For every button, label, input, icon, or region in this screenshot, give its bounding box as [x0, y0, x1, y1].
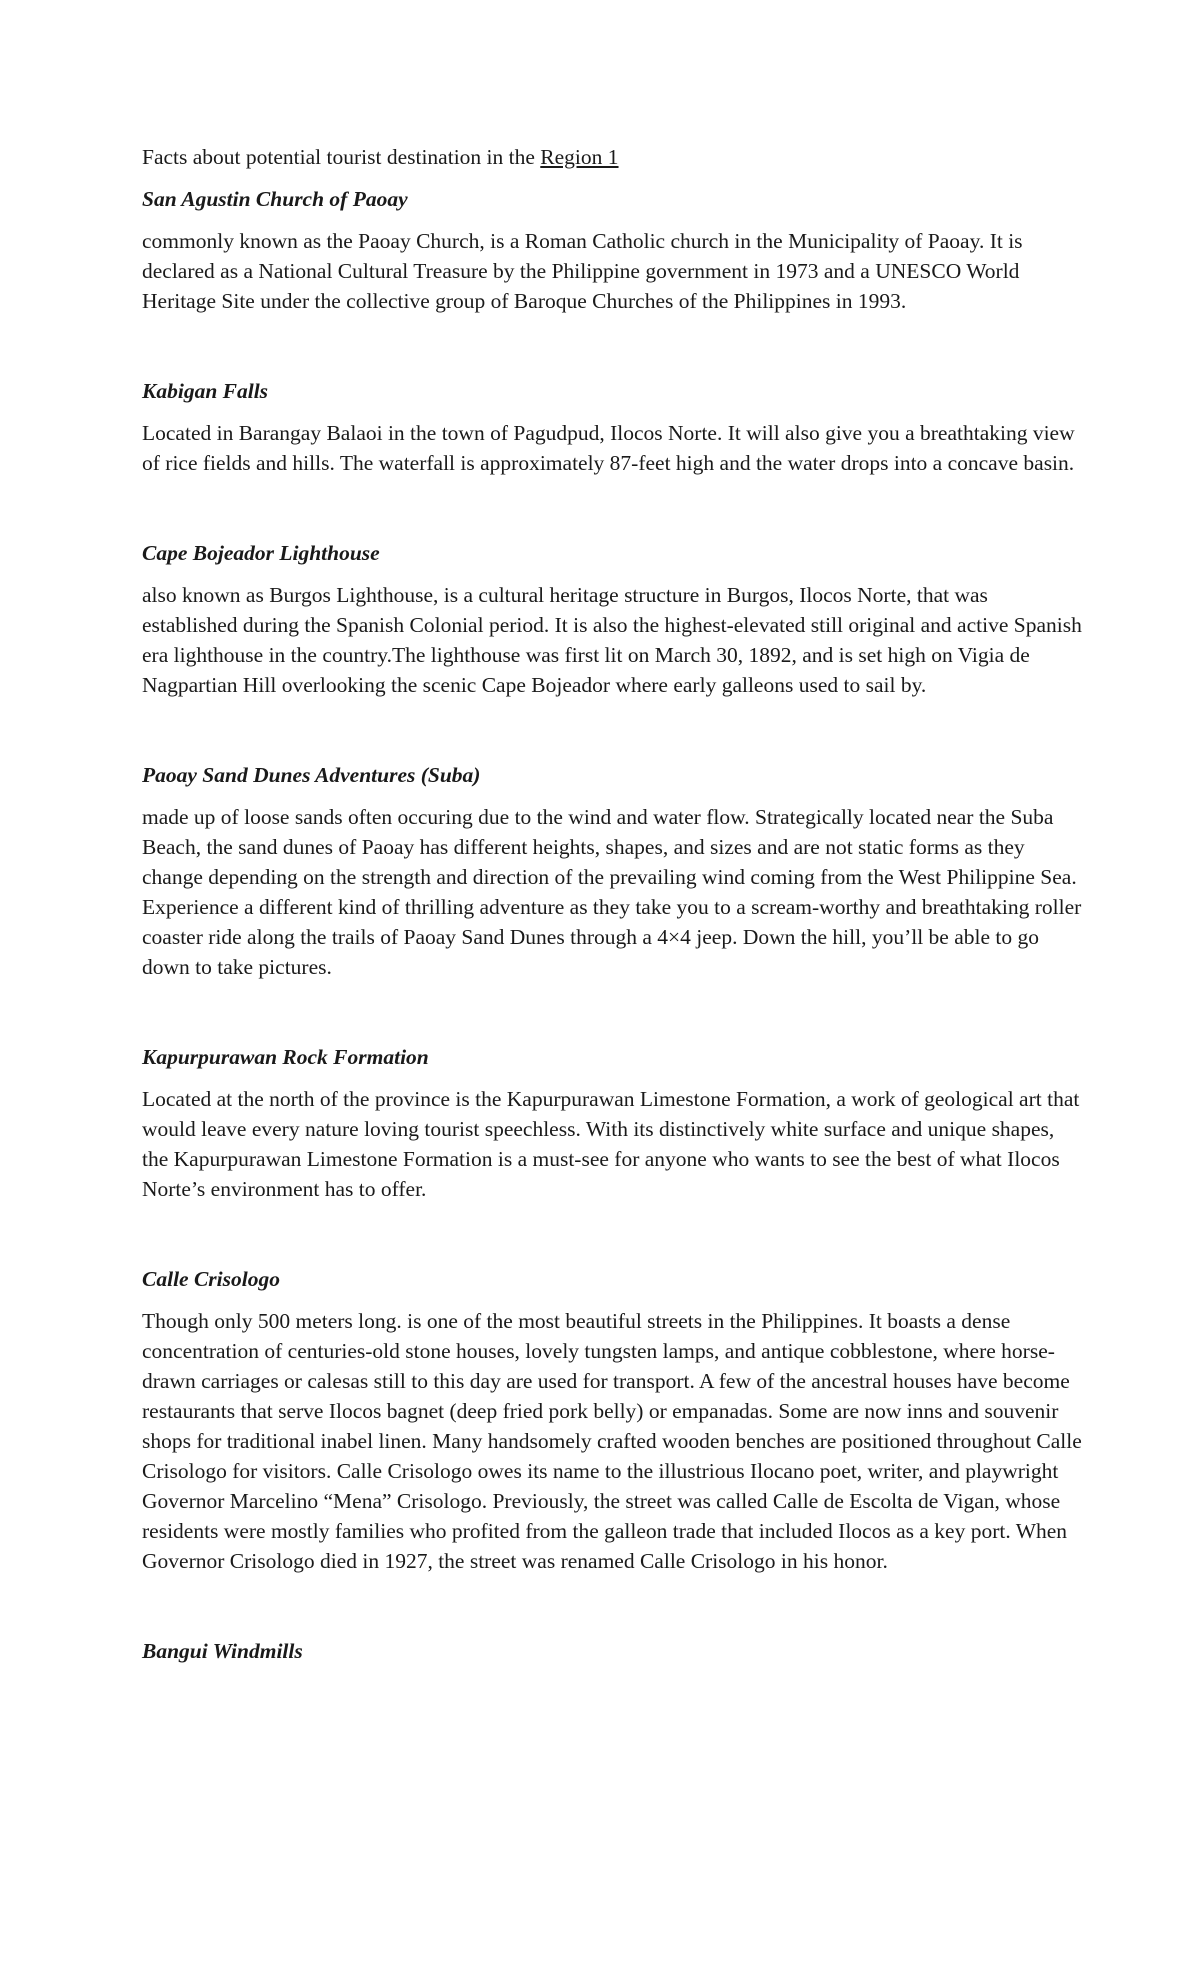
section-body: made up of loose sands often occuring due to the wind and water flow. Strategically located near the Suba Beach, the sand dunes of Paoay has different heights, shapes, and sizes and are not static forms as they change depending on the strength and direction of the prevailing wind coming from the West Philippine Sea. Experience a different kind of thrilling adventure as they take you to a scream-worthy and breathtaking roller coaster ride along the trails of Paoay Sand Dunes through a 4×4 jeep. Down the hill, you’ll be able to go down to take pictures.: [142, 805, 1082, 979]
intro-text: Facts about potential tourist destination in the: [142, 145, 541, 169]
section-spacer: [142, 316, 1082, 376]
section-paoay-church: [142, 184, 1082, 316]
section-body: Though only 500 meters long. is one of the most beautiful streets in the Philippines. It boasts a dense concentration of centuries-old stone houses, lovely tungsten lamps, and antique cobblestone, where horse-drawn carriages or calesas still to this day are used for transport. A few of the ancestral houses have become restaurants that serve Ilocos bagnet (deep fried pork belly) or empanadas. Some are now inns and souvenir shops for traditional inabel linen. Many handsomely crafted wooden benches are positioned throughout Calle Crisologo for visitors. Calle Crisologo owes its name to the illustrious Ilocano poet, writer, and playwright Governor Marcelino “Mena” Crisologo. Previously, the street was called Calle de Escolta de Vigan, whose residents were mostly families who profited from the galleon trade that included Ilocos as a key port. When Governor Crisologo died in 1927, the street was renamed Calle Crisologo in his honor.: [142, 1309, 1082, 1573]
section-title: Paoay Sand Dunes Adventures (Suba): [142, 763, 481, 787]
section-bangui-windmills: [142, 1636, 1082, 1666]
section-title: San Agustin Church of Paoay: [142, 187, 408, 211]
section-spacer: [142, 700, 1082, 760]
section-title: Cape Bojeador Lighthouse: [142, 541, 380, 565]
section-kapurpurawan: [142, 1042, 1082, 1204]
section-title: Kapurpurawan Rock Formation: [142, 1045, 429, 1069]
section-body: Located at the north of the province is the Kapurpurawan Limestone Formation, a work of geological art that would leave every nature loving tourist speechless. With its distinctively white surface and unique shapes, the Kapurpurawan Limestone Formation is a must-see for anyone who wants to see the best of what Ilocos Norte’s environment has to offer.: [142, 1087, 1080, 1201]
section-title: Calle Crisologo: [142, 1267, 280, 1291]
section-spacer: [142, 1576, 1082, 1636]
section-spacer: [142, 478, 1082, 538]
section-spacer: [142, 982, 1082, 1042]
section-body: commonly known as the Paoay Church, is a Roman Catholic church in the Municipality of Paoay. It is declared as a National Cultural Treasure by the Philippine government in 1973 and a UNESCO World Heritage Site under the collective group of Baroque Churches of the Philippines in 1993.: [142, 229, 1023, 313]
section-title: Bangui Windmills: [142, 1639, 303, 1663]
section-calle-crisologo: [142, 1264, 1082, 1576]
section-cape-bojeador: [142, 538, 1082, 700]
section-paoay-sand-dunes: [142, 760, 1082, 982]
section-kabigan-falls: [142, 376, 1082, 478]
region-link[interactable]: Region 1: [540, 145, 619, 169]
section-body: also known as Burgos Lighthouse, is a cultural heritage structure in Burgos, Ilocos Norte, that was established during the Spanish Colonial period. It is also the highest-elevated still original and active Spanish era lighthouse in the country.The lighthouse was first lit on March 30, 1892, and is set high on Vigia de Nagpartian Hill overlooking the scenic Cape Bojeador where early galleons used to sail by.: [142, 583, 1082, 697]
section-title: Kabigan Falls: [142, 379, 269, 403]
intro-line: [142, 142, 1082, 172]
document-page: [142, 142, 1082, 1678]
section-spacer: [142, 1204, 1082, 1264]
section-body: Located in Barangay Balaoi in the town of Pagudpud, Ilocos Norte. It will also give you a breathtaking view of rice fields and hills. The waterfall is approximately 87-feet high and the water drops into a concave basin.: [142, 421, 1075, 475]
